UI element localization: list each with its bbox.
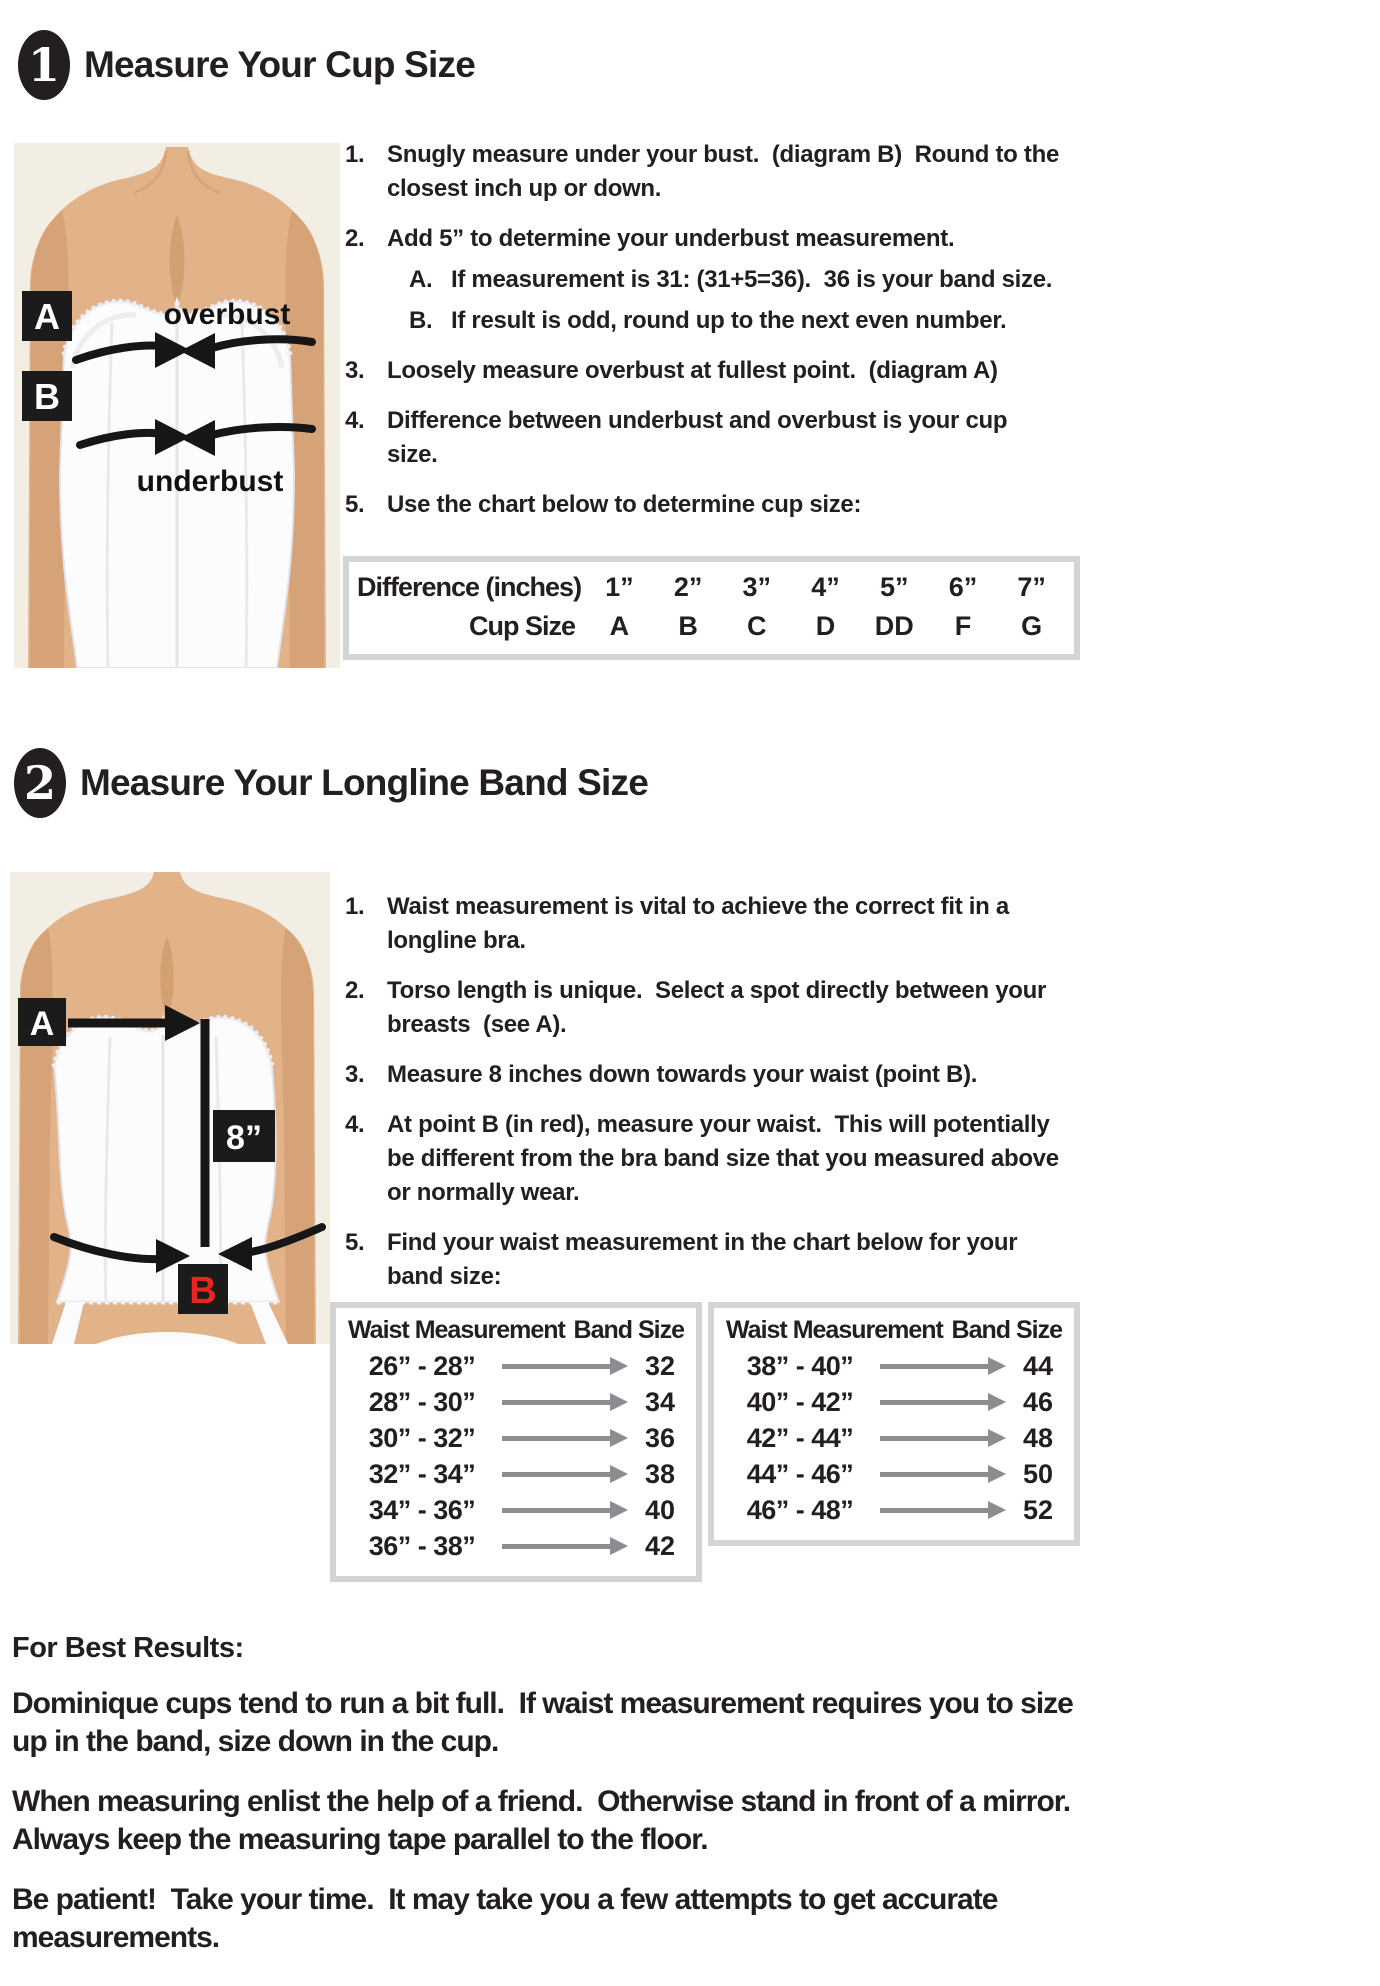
band-chart-row <box>346 1420 686 1456</box>
instruction-step <box>345 404 1105 472</box>
band-size-value: 44 <box>1022 1350 1054 1381</box>
waist-measurement-header: Waist Measurement <box>348 1316 565 1344</box>
step2-badge: 2 <box>14 748 66 818</box>
step-text: Add 5” to determine your underbust measurement. <box>387 225 955 252</box>
band-size-instructions <box>345 890 1105 1310</box>
section1-header <box>18 30 475 100</box>
label-b-marker <box>178 1264 228 1314</box>
difference-value: 5” <box>879 572 909 602</box>
difference-value: 2” <box>673 572 703 602</box>
band-size-value: 42 <box>644 1530 676 1561</box>
arrow-right-icon <box>502 1537 628 1555</box>
footer-notes <box>12 1632 1372 1979</box>
svg-text:8”: 8” <box>226 1119 262 1157</box>
band-size-chart-right <box>708 1302 1080 1546</box>
cup-size-instructions <box>345 138 1105 538</box>
waist-range: 40” - 42” <box>746 1386 854 1417</box>
arrow-right-icon <box>880 1501 1006 1519</box>
cup-value: D <box>815 611 836 641</box>
band-size-value: 36 <box>644 1422 676 1453</box>
band-size-value: 46 <box>1022 1386 1054 1417</box>
band-size-value: 52 <box>1022 1494 1054 1525</box>
arrow-right-icon <box>880 1465 1006 1483</box>
cup-measure-figure <box>14 143 340 668</box>
waist-range: 42” - 44” <box>746 1422 854 1453</box>
step-number: 1. <box>345 141 365 168</box>
cup-chart-difference-row <box>357 572 1066 603</box>
waist-range: 36” - 38” <box>368 1530 476 1561</box>
cup-value: C <box>747 611 767 641</box>
waist-range: 44” - 46” <box>746 1458 854 1489</box>
difference-value: 4” <box>811 572 840 602</box>
band-measure-diagram <box>10 872 330 1344</box>
svg-text:B: B <box>189 1270 217 1312</box>
step-number: 5. <box>345 491 365 518</box>
step-text: Torso length is unique. Select a spot directly between your breasts (see A). <box>387 977 1047 1038</box>
band-chart-row <box>724 1492 1064 1528</box>
difference-row-label: Difference (inches) <box>357 572 582 602</box>
step-text: Find your waist measurement in the chart below for your band size: <box>387 1229 1018 1290</box>
cup-chart-cup-row <box>357 611 1066 642</box>
instruction-step <box>345 138 1105 206</box>
footer-paragraph: When measuring enlist the help of a friend. Otherwise stand in front of a mirror. Always keep the measuring tape parallel to the floor. <box>12 1785 1071 1856</box>
band-chart-header <box>724 1316 1064 1345</box>
waist-measurement-header: Waist Measurement <box>726 1316 943 1344</box>
difference-value: 7” <box>1017 572 1046 602</box>
band-chart-row <box>724 1456 1064 1492</box>
cup-value: DD <box>874 611 914 641</box>
underbust-label: underbust <box>136 465 284 498</box>
band-measure-figure <box>10 872 330 1344</box>
band-size-chart-left <box>330 1302 702 1582</box>
band-chart-row <box>346 1384 686 1420</box>
arrow-right-icon <box>502 1429 628 1447</box>
step-text: If result is odd, round up to the next even number. <box>451 307 1007 334</box>
step-text: Loosely measure overbust at fullest point. (diagram A) <box>387 357 998 384</box>
cup-value: B <box>678 611 698 641</box>
step-text: If measurement is 31: (31+5=36). 36 is your band size. <box>451 266 1053 293</box>
section2-title: Measure Your Longline Band Size <box>80 762 648 803</box>
instruction-step <box>345 1226 1105 1294</box>
section2-header <box>14 748 648 818</box>
band-chart-row <box>724 1348 1064 1384</box>
band-chart-row <box>346 1456 686 1492</box>
svg-text:A: A <box>29 1005 55 1043</box>
band-size-value: 50 <box>1022 1458 1054 1489</box>
step-text: Measure 8 inches down towards your waist (point B). <box>387 1061 978 1088</box>
waist-range: 32” - 34” <box>368 1458 476 1489</box>
step-number: 3. <box>345 1061 365 1088</box>
step-number: 4. <box>345 1111 365 1138</box>
step-number: 3. <box>345 357 365 384</box>
instruction-step <box>345 222 1105 256</box>
cup-measure-diagram <box>14 143 340 668</box>
difference-value: 6” <box>948 572 978 602</box>
footer-paragraph: Be patient! Take your time. It may take you a few attempts to get accurate measurements. <box>12 1883 998 1954</box>
cup-value: F <box>954 611 972 641</box>
waist-range: 30” - 32” <box>368 1422 476 1453</box>
band-size-value: 40 <box>644 1494 676 1525</box>
waist-range: 28” - 30” <box>368 1386 476 1417</box>
waist-range: 38” - 40” <box>746 1350 854 1381</box>
arrow-right-icon <box>880 1429 1006 1447</box>
step-number: A. <box>409 266 433 293</box>
band-chart-row <box>724 1384 1064 1420</box>
band-chart-row <box>724 1420 1064 1456</box>
instruction-substep <box>409 263 1105 297</box>
step-number: B. <box>409 307 433 334</box>
band-size-value: 48 <box>1022 1422 1054 1453</box>
difference-value: 3” <box>742 572 772 602</box>
step-number: 2. <box>345 977 365 1004</box>
band-chart-row <box>346 1348 686 1384</box>
cup-value: G <box>1021 611 1043 641</box>
label-a-marker <box>22 291 72 341</box>
cup-size-chart <box>343 556 1080 660</box>
arrow-right-icon <box>880 1393 1006 1411</box>
step-text: Difference between underbust and overbust is your cup size. <box>387 407 1008 468</box>
band-size-value: 38 <box>644 1458 676 1489</box>
footer-paragraph: Dominique cups tend to run a bit full. If waist measurement requires you to size up in the band, size down in the cup. <box>12 1687 1073 1758</box>
cup-value: A <box>609 611 630 641</box>
arrow-right-icon <box>502 1501 628 1519</box>
instruction-substep <box>409 304 1105 338</box>
step-text: At point B (in red), measure your waist. This will potentially be different from the bra band size that you measured above or normally wear. <box>387 1111 1059 1206</box>
instruction-step <box>345 488 1105 522</box>
step1-badge: 1 <box>18 30 70 100</box>
svg-text:A: A <box>34 296 60 337</box>
band-size-value: 32 <box>644 1350 676 1381</box>
step-text: Snugly measure under your bust. (diagram B) Round to the closest inch up or down. <box>387 141 1059 202</box>
waist-range: 34” - 36” <box>368 1494 476 1525</box>
waist-range: 46” - 48” <box>746 1494 854 1525</box>
footer-heading: For Best Results: <box>12 1632 244 1664</box>
step-number: 4. <box>345 407 365 434</box>
label-a-marker <box>18 998 66 1046</box>
label-b-marker <box>22 371 72 421</box>
svg-text:B: B <box>34 376 60 417</box>
band-size-value: 34 <box>644 1386 676 1417</box>
arrow-right-icon <box>502 1357 628 1375</box>
overbust-label: overbust <box>163 298 291 331</box>
step-number: 1. <box>345 893 365 920</box>
instruction-step <box>345 1058 1105 1092</box>
instruction-step <box>345 1108 1105 1210</box>
cup-row-label: Cup Size <box>468 611 575 641</box>
arrow-right-icon <box>502 1465 628 1483</box>
eight-inch-marker <box>213 1110 275 1162</box>
instruction-step <box>345 974 1105 1042</box>
band-chart-row <box>346 1492 686 1528</box>
step-text: Use the chart below to determine cup size: <box>387 491 862 518</box>
step-number: 2. <box>345 225 365 252</box>
instruction-step <box>345 890 1105 958</box>
arrow-right-icon <box>880 1357 1006 1375</box>
band-size-header: Band Size <box>951 1316 1062 1344</box>
section1-title: Measure Your Cup Size <box>84 44 475 85</box>
instruction-step <box>345 354 1105 388</box>
step-text: Waist measurement is vital to achieve the correct fit in a longline bra. <box>387 893 1009 954</box>
band-chart-header <box>346 1316 686 1345</box>
step-number: 5. <box>345 1229 365 1256</box>
band-size-header: Band Size <box>573 1316 684 1344</box>
band-chart-row <box>346 1528 686 1564</box>
waist-range: 26” - 28” <box>368 1350 476 1381</box>
difference-value: 1” <box>605 572 634 602</box>
arrow-right-icon <box>502 1393 628 1411</box>
